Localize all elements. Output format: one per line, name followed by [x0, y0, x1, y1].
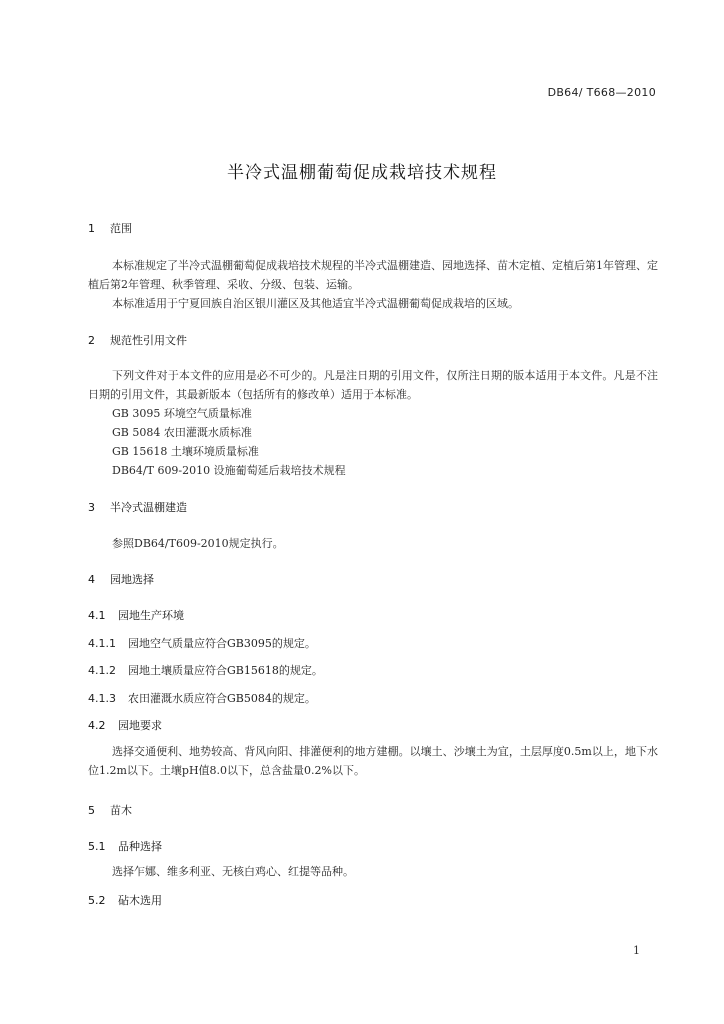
section-number: 2 — [88, 334, 95, 347]
section-3-heading — [88, 499, 658, 515]
section-title: 苗木 — [110, 804, 132, 817]
section-title: 规范性引用文件 — [110, 334, 187, 347]
section-number: 5.1 — [88, 840, 106, 853]
reference-item: GB 5084 农田灌溉水质标准 — [112, 426, 252, 439]
section-number: 4.1.2 — [88, 664, 116, 677]
section-title: 半冷式温棚建造 — [110, 501, 187, 514]
section-4-1-heading — [88, 607, 658, 623]
section-5-1-paragraph-1: 选择乍娜、维多利亚、无核白鸡心、红提等品种。 — [112, 865, 354, 878]
section-4-1-3 — [88, 690, 658, 706]
section-5-1-heading — [88, 838, 658, 854]
section-number: 5 — [88, 804, 95, 817]
reference-item: GB 3095 环境空气质量标准 — [112, 407, 252, 420]
section-number: 4.1 — [88, 609, 106, 622]
section-title: 园地要求 — [118, 719, 162, 732]
section-number: 1 — [88, 222, 95, 235]
section-4-1-2 — [88, 662, 658, 678]
standard-code: DB64/ T668—2010 — [547, 86, 656, 99]
reference-item: GB 15618 土壤环境质量标准 — [112, 445, 259, 458]
section-1-paragraph-1: 本标准规定了半冷式温棚葡萄促成栽培技术规程的半冷式温棚建造、园地选择、苗木定植、定植后第1年管理、定植后第2年管理、秋季管理、采收、分级、包装、运输。 — [88, 259, 658, 291]
section-4-1-1 — [88, 635, 658, 651]
section-title: 砧木选用 — [118, 894, 162, 907]
section-title: 品种选择 — [118, 840, 162, 853]
section-number: 4 — [88, 573, 95, 586]
section-3-paragraph-1: 参照DB64/T609-2010规定执行。 — [112, 537, 284, 550]
document-title: 半冷式温棚葡萄促成栽培技术规程 — [227, 163, 497, 183]
section-number: 4.1.1 — [88, 637, 116, 650]
reference-item: DB64/T 609-2010 设施葡萄延后栽培技术规程 — [112, 464, 346, 477]
section-4-2-paragraph-1: 选择交通便利、地势较高、背风向阳、排灌便利的地方建棚。以壤土、沙壤土为宜，土层厚度0.5m以上，地下水位1.2m以下。土壤pH值8.0以下，总含盐量0.2%以下。 — [88, 745, 658, 777]
section-1-paragraph-2: 本标准适用于宁夏回族自治区银川灌区及其他适宜半冷式温棚葡萄促成栽培的区域。 — [112, 297, 519, 310]
section-4-heading — [88, 571, 658, 587]
section-title: 园地选择 — [110, 573, 154, 586]
section-1-heading — [88, 220, 658, 236]
section-number: 4.1.3 — [88, 692, 116, 705]
section-number: 5.2 — [88, 894, 106, 907]
section-5-2-heading — [88, 892, 658, 908]
section-4-2-heading — [88, 717, 658, 733]
section-title: 园地生产环境 — [118, 609, 184, 622]
section-number: 4.2 — [88, 719, 106, 732]
section-2-heading — [88, 332, 658, 348]
clause-text: 农田灌溉水质应符合GB5084的规定。 — [128, 692, 316, 705]
clause-text: 园地土壤质量应符合GB15618的规定。 — [128, 664, 323, 677]
section-2-paragraph-1: 下列文件对于本文件的应用是必不可少的。凡是注日期的引用文件，仅所注日期的版本适用于本文件。凡是不注日期的引用文件，其最新版本（包括所有的修改单）适用于本标准。 — [88, 369, 658, 401]
section-5-heading — [88, 802, 658, 818]
page-number: 1 — [633, 944, 640, 957]
section-number: 3 — [88, 501, 95, 514]
clause-text: 园地空气质量应符合GB3095的规定。 — [128, 637, 316, 650]
section-title: 范围 — [110, 222, 132, 235]
